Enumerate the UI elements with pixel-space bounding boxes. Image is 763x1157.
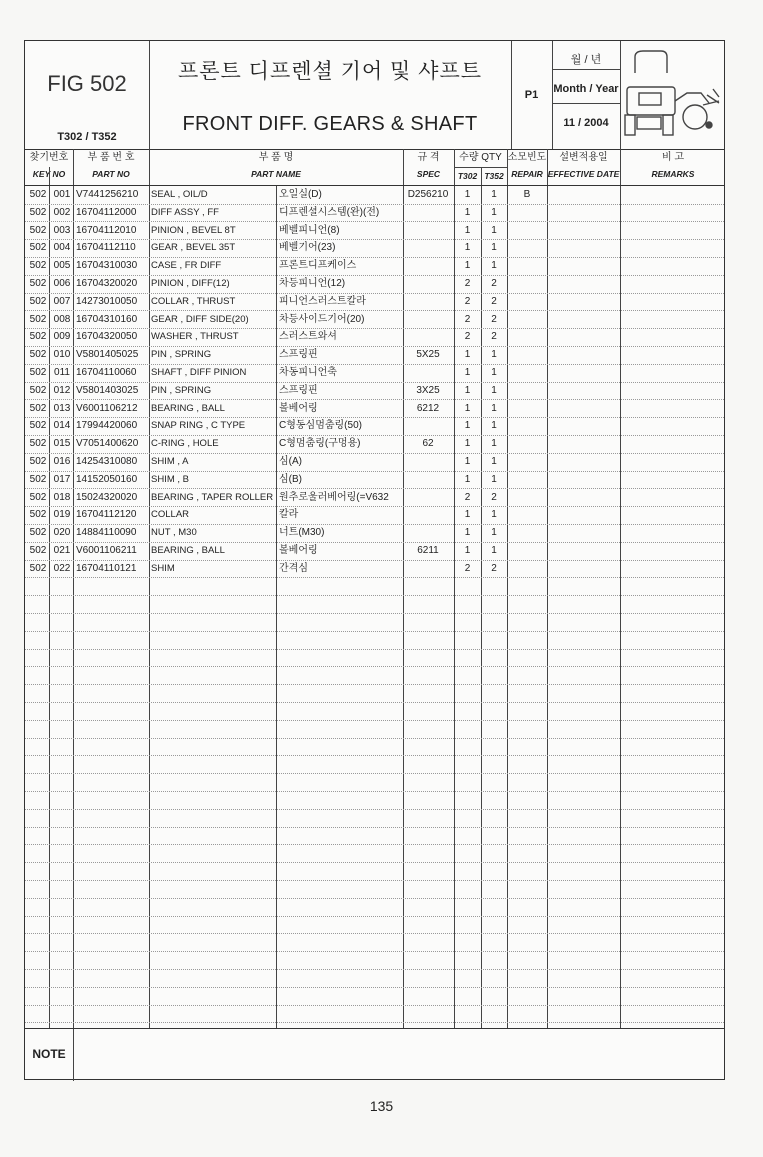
key-number-cell: 012	[53, 384, 71, 396]
part-name-cell: PIN , SPRING	[151, 384, 212, 396]
part-name-korean-cell: 심(A)	[279, 456, 302, 467]
col-qty: 수량 QTY	[459, 152, 502, 163]
fig-number-cell: 502	[29, 473, 47, 485]
part-name-korean-cell: 칼라	[279, 509, 299, 521]
qty-t302-cell: 1	[464, 545, 471, 556]
part-name-korean-cell: 차등피니언(12)	[279, 278, 346, 289]
spec-cell: 6211	[417, 545, 439, 556]
part-number-cell: 16704320020	[76, 278, 138, 289]
table-row	[25, 311, 724, 330]
part-name-cell: PINION , DIFF(12)	[151, 278, 230, 289]
empty-row	[25, 916, 724, 935]
empty-row	[25, 738, 724, 757]
fig-number-cell: 502	[29, 384, 47, 396]
part-number-cell: V6001106211	[76, 545, 137, 556]
empty-row	[25, 667, 724, 686]
part-name-cell: GEAR , DIFF SIDE(20)	[151, 313, 249, 325]
qty-t352-cell: 1	[491, 242, 497, 254]
table-row	[25, 524, 724, 543]
empty-row	[25, 578, 724, 597]
note-label: NOTE	[25, 1029, 74, 1081]
part-number-cell: 14254310080	[76, 456, 138, 467]
fig-number-cell: 502	[29, 224, 47, 236]
part-number-cell: 16704110060	[76, 367, 137, 378]
table-row	[25, 328, 724, 347]
fig-number-cell: 502	[29, 189, 47, 200]
column-header	[25, 149, 724, 186]
table-row	[25, 400, 724, 419]
key-number-cell: 003	[53, 224, 71, 236]
empty-row	[25, 987, 724, 1006]
key-number-cell: 019	[53, 509, 71, 521]
part-name-cell: PINION , BEVEL 8T	[151, 224, 236, 236]
empty-row	[25, 934, 724, 953]
qty-t302-cell: 1	[464, 420, 471, 432]
part-name-cell: SHIM	[151, 562, 175, 574]
spec-cell: D256210	[407, 189, 449, 200]
part-name-cell: BEARING , BALL	[151, 402, 225, 414]
part-name-korean-cell: 디프렌셜시스템(완)(전)	[279, 206, 380, 218]
part-name-korean-cell: 너트(M30)	[279, 527, 325, 539]
empty-row	[25, 631, 724, 650]
table-row	[25, 364, 724, 383]
qty-t302-cell: 1	[464, 189, 471, 200]
part-number-cell: 16704320050	[76, 331, 138, 343]
part-number-cell: 14273010050	[76, 295, 138, 307]
fig-number-cell: 502	[29, 260, 47, 272]
fig-number-cell: 502	[29, 545, 47, 556]
table-row	[25, 382, 724, 401]
part-number-cell: V6001106212	[76, 402, 138, 414]
fig-number-cell: 502	[29, 278, 47, 289]
part-number-cell: 16704310030	[76, 260, 138, 272]
key-number-cell: 002	[53, 206, 71, 218]
table-row	[25, 293, 724, 312]
repair-cell: B	[523, 189, 531, 200]
month-year-label-korean: 월 / 년	[570, 54, 602, 66]
key-number-cell: 011	[54, 367, 70, 378]
part-name-korean-cell: 스프링핀	[279, 349, 318, 361]
part-number-cell: V7051400620	[76, 438, 139, 450]
qty-t352-cell: 1	[491, 349, 497, 361]
part-name-cell: SHIM , A	[151, 456, 189, 467]
part-name-korean-cell: C형동심멈춤링(50)	[279, 420, 362, 432]
note-section	[25, 1028, 724, 1081]
part-name-cell: NUT , M30	[151, 527, 197, 539]
part-name-cell: COLLAR	[151, 509, 190, 521]
empty-row	[25, 773, 724, 792]
table-row	[25, 542, 724, 561]
part-number-cell: 14152050160	[76, 473, 138, 485]
qty-t352-cell: 1	[491, 224, 497, 236]
part-name-cell: BEARING , TAPER ROLLER	[151, 491, 274, 503]
table-row	[25, 275, 724, 294]
tractor-thumbnail-icon	[621, 43, 725, 147]
col-spec: 규 격 SPEC	[416, 152, 441, 179]
part-number-cell: 14884110090	[76, 527, 137, 539]
empty-row	[25, 845, 724, 864]
empty-row	[25, 702, 724, 721]
part-number-cell: 16704112000	[76, 206, 137, 218]
part-name-cell: WASHER , THRUST	[151, 331, 239, 343]
table-row	[25, 186, 724, 205]
empty-row	[25, 951, 724, 970]
part-name-cell: PIN , SPRING	[151, 349, 212, 361]
qty-t352-cell: 2	[491, 331, 497, 343]
qty-t352-cell: 1	[491, 509, 497, 521]
fig-number-cell: 502	[29, 438, 47, 450]
fig-number-cell: 502	[29, 456, 47, 467]
empty-row	[25, 720, 724, 739]
qty-t302-cell: 1	[464, 438, 471, 450]
part-name-cell: BEARING , BALL	[151, 545, 225, 556]
qty-t302-cell: 1	[464, 242, 471, 254]
month-year-value: 11 / 2004	[563, 117, 609, 129]
fig-number-cell: 502	[29, 491, 47, 503]
part-name-korean-cell: 볼베어링	[279, 545, 318, 556]
title-english: FRONT DIFF. GEARS & SHAFT	[182, 113, 478, 135]
key-number-cell: 021	[53, 545, 71, 556]
figure-number: FIG 502	[47, 71, 127, 96]
qty-t302-cell: 1	[464, 473, 471, 485]
spec-cell: 6212	[416, 402, 440, 414]
empty-row	[25, 595, 724, 614]
qty-t302-cell: 2	[464, 562, 471, 574]
part-name-cell: CASE , FR DIFF	[151, 260, 222, 272]
sheet-header	[25, 41, 724, 150]
spec-cell: 3X25	[416, 384, 440, 396]
part-name-korean-cell: 베벨피니언(8)	[279, 224, 340, 236]
part-number-cell: 16704110121	[76, 562, 137, 574]
part-number-cell: 16704112110	[76, 242, 136, 254]
qty-t302-cell: 1	[464, 260, 471, 272]
qty-t352-cell: 2	[491, 295, 497, 307]
fig-number-cell: 502	[29, 420, 47, 432]
part-name-korean-cell: 차동피니언축	[279, 367, 337, 378]
key-number-cell: 013	[53, 402, 71, 414]
qty-t352-cell: 2	[491, 313, 497, 325]
part-number-cell: V5801403025	[76, 384, 139, 396]
fig-number-cell: 502	[29, 349, 47, 361]
key-number-cell: 007	[53, 295, 71, 307]
qty-t302-cell: 2	[464, 278, 471, 289]
table-row	[25, 257, 724, 276]
table-row	[25, 239, 724, 258]
empty-row	[25, 756, 724, 775]
col-effective-date: 설변적용일 EFFECTIVE DATE	[547, 152, 620, 179]
col-repair: 소모빈도 REPAIR	[507, 152, 547, 179]
qty-t302-cell: 2	[464, 295, 471, 307]
qty-t352-cell: 1	[491, 420, 497, 432]
empty-row	[25, 791, 724, 810]
parts-sheet	[24, 40, 725, 1080]
fig-number-cell: 502	[29, 509, 47, 521]
part-name-korean-cell: 볼베어링	[279, 402, 318, 414]
part-number-cell: 17994420060	[76, 420, 138, 432]
empty-row	[25, 898, 724, 917]
key-number-cell: 017	[53, 473, 71, 485]
part-name-cell: C-RING , HOLE	[151, 438, 219, 450]
col-qty-t352: T352	[484, 171, 504, 181]
part-name-cell: SEAL , OIL/D	[151, 189, 208, 200]
qty-t352-cell: 2	[491, 491, 497, 503]
qty-t352-cell: 2	[491, 278, 497, 289]
parts-table	[25, 186, 724, 1028]
fig-number-cell: 502	[29, 367, 47, 378]
part-name-cell: SHIM , B	[151, 473, 190, 485]
key-number-cell: 010	[53, 349, 71, 361]
part-name-korean-cell: 베벨기어(23)	[279, 242, 336, 254]
part-name-cell: SNAP RING , C TYPE	[151, 420, 246, 432]
empty-row	[25, 862, 724, 881]
col-part-name: 부 품 명 PART NAME	[251, 152, 301, 179]
qty-t302-cell: 2	[464, 331, 471, 343]
empty-row	[25, 684, 724, 703]
fig-number-cell: 502	[29, 527, 47, 539]
page-code: P1	[524, 89, 539, 101]
empty-row	[25, 827, 724, 846]
empty-row	[25, 809, 724, 828]
part-name-korean-cell: 심(B)	[279, 473, 302, 485]
qty-t302-cell: 1	[464, 456, 471, 467]
key-number-cell: 004	[53, 242, 71, 254]
qty-t302-cell: 1	[464, 206, 471, 218]
table-row	[25, 471, 724, 490]
table-row	[25, 204, 724, 223]
qty-t352-cell: 1	[491, 456, 497, 467]
part-number-cell: 16704112120	[76, 509, 137, 521]
qty-t302-cell: 2	[464, 313, 471, 325]
part-name-korean-cell: 스러스트와셔	[279, 331, 337, 343]
qty-t302-cell: 1	[464, 527, 471, 539]
part-number-cell: V7441256210	[76, 189, 139, 200]
qty-t352-cell: 1	[491, 438, 497, 450]
empty-row	[25, 1005, 724, 1024]
qty-t352-cell: 1	[491, 384, 497, 396]
key-number-cell: 015	[53, 438, 71, 450]
key-number-cell: 020	[53, 527, 71, 539]
qty-t302-cell: 1	[464, 367, 471, 378]
qty-t352-cell: 1	[491, 367, 497, 378]
month-year-label: Month / Year	[553, 83, 619, 95]
table-row	[25, 506, 724, 525]
part-name-cell: DIFF ASSY , FF	[151, 206, 219, 218]
key-number-cell: 006	[53, 278, 71, 289]
empty-row	[25, 880, 724, 899]
part-name-cell: SHAFT , DIFF PINION	[151, 367, 247, 378]
part-name-korean-cell: 원추로울러베어링(=V632	[279, 491, 389, 503]
part-number-cell: 15024320020	[76, 491, 138, 503]
page-number: 135	[369, 1098, 394, 1114]
qty-t302-cell: 1	[464, 402, 471, 414]
key-number-cell: 022	[53, 562, 71, 574]
qty-t352-cell: 1	[491, 206, 497, 218]
part-number-cell: 16704310160	[76, 313, 138, 325]
qty-t302-cell: 1	[464, 349, 471, 361]
key-number-cell: 009	[53, 331, 71, 343]
fig-number-cell: 502	[29, 331, 47, 343]
table-row	[25, 346, 724, 365]
qty-t352-cell: 2	[491, 562, 497, 574]
part-name-korean-cell: 간격심	[279, 562, 308, 574]
model-label: T302 / T352	[57, 131, 117, 143]
spec-cell: 5X25	[416, 349, 440, 361]
table-row	[25, 489, 724, 508]
part-name-korean-cell: 오일실(D)	[279, 189, 322, 200]
fig-number-cell: 502	[29, 242, 47, 254]
part-number-cell: V5801405025	[76, 349, 139, 361]
part-name-korean-cell: 피니언스러스트칼라	[279, 295, 366, 307]
qty-t302-cell: 1	[464, 224, 471, 236]
fig-number-cell: 502	[29, 313, 47, 325]
key-number-cell: 001	[53, 189, 71, 200]
title-korean: 프론트 디프렌셜 기어 및 샤프트	[177, 60, 483, 83]
col-key: 찾기번호 KEY NO	[29, 152, 69, 179]
qty-t302-cell: 2	[464, 491, 471, 503]
table-row	[25, 453, 724, 472]
table-row	[25, 222, 724, 241]
key-number-cell: 014	[53, 420, 71, 432]
qty-t352-cell: 1	[491, 473, 497, 485]
table-row	[25, 417, 724, 436]
part-name-korean-cell: 차등사이드기어(20)	[279, 313, 365, 325]
empty-row	[25, 969, 724, 988]
key-number-cell: 018	[53, 491, 71, 503]
empty-row	[25, 649, 724, 668]
part-name-cell: GEAR , BEVEL 35T	[151, 242, 236, 254]
qty-t352-cell: 1	[491, 402, 497, 414]
part-name-korean-cell: C형멈춤링(구멍용)	[279, 438, 361, 450]
qty-t352-cell: 1	[491, 260, 497, 272]
fig-number-cell: 502	[29, 562, 47, 574]
key-number-cell: 008	[53, 313, 71, 325]
spec-cell: 62	[422, 438, 434, 450]
fig-number-cell: 502	[29, 206, 47, 218]
qty-t302-cell: 1	[464, 384, 471, 396]
fig-number-cell: 502	[29, 402, 47, 414]
table-row	[25, 560, 724, 579]
qty-t352-cell: 1	[491, 189, 497, 200]
fig-number-cell: 502	[29, 295, 47, 307]
col-qty-t302: T302	[457, 171, 478, 181]
qty-t352-cell: 1	[491, 527, 497, 539]
empty-row	[25, 613, 724, 632]
key-number-cell: 005	[53, 260, 71, 272]
col-remarks: 비 고 REMARKS	[651, 152, 695, 179]
part-name-korean-cell: 스프링핀	[279, 384, 318, 396]
part-number-cell: 16704112010	[76, 224, 137, 236]
col-part-no: 부 품 번 호 PART NO	[87, 152, 135, 179]
part-name-korean-cell: 프론트디프케이스	[279, 260, 357, 272]
qty-t352-cell: 1	[491, 545, 497, 556]
part-name-cell: COLLAR , THRUST	[151, 295, 236, 307]
table-row	[25, 435, 724, 454]
key-number-cell: 016	[53, 456, 71, 467]
qty-t302-cell: 1	[464, 509, 471, 521]
